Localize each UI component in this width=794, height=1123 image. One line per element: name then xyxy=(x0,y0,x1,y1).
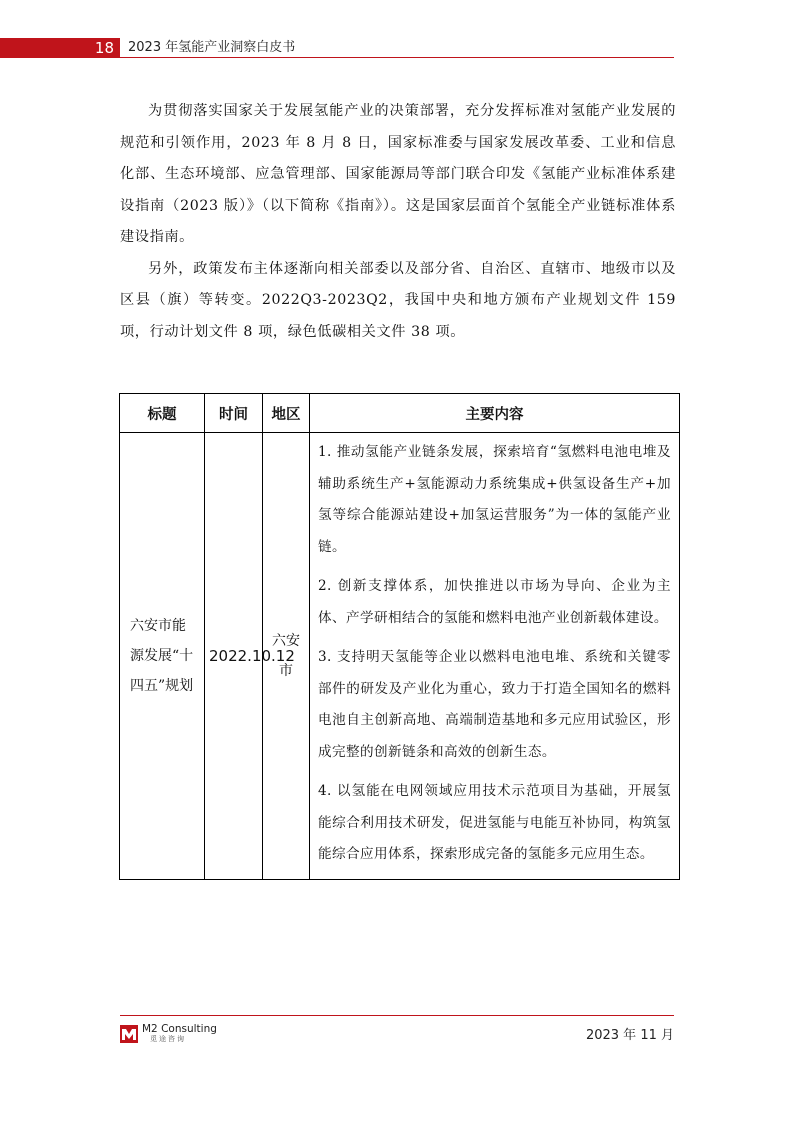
header-page-band xyxy=(0,38,120,58)
footer-divider xyxy=(120,1015,674,1016)
logo-subtitle: 觅途咨询 xyxy=(150,1035,186,1043)
policy-content-cell xyxy=(310,433,680,880)
m2-logo-icon xyxy=(120,1025,138,1043)
footer-logo xyxy=(120,1023,217,1044)
content-item: 3. 支持明天氢能等企业以燃料电池电堆、系统和关键零部件的研发及产业化为重心，致力于打造全国知名的燃料电池自主创新高地、高端制造基地和多元应用试验区，形成完整的创新链条和高效的创新生态。 xyxy=(318,649,671,760)
header-title: 标题 xyxy=(120,394,205,433)
header-content: 主要内容 xyxy=(310,394,680,433)
header-time: 时间 xyxy=(205,394,263,433)
content-item: 2. 创新支撑体系，加快推进以市场为导向、企业为主体、产学研相结合的氢能和燃料电池产业创新载体建设。 xyxy=(318,578,671,626)
intro-section xyxy=(120,96,676,348)
intro-paragraph: 为贯彻落实国家关于发展氢能产业的决策部署，充分发挥标准对氢能产业发展的规范和引领作用，2023 年 8 月 8 日，国家标准委与国家发展改革委、工业和信息化部、生态环境部、应急管理部、国家能源局等部门联合印发《氢能产业标准体系建设指南（2023 版）》（以下简称《指南》）。这是国家层面首个氢能全产业链标准体系建设指南。 xyxy=(120,103,676,245)
logo-name: M2 Consulting xyxy=(142,1023,217,1035)
footer-date: 2023 年 11 月 xyxy=(585,1028,674,1043)
document-title: 2023 年氢能产业洞察白皮书 xyxy=(128,40,296,55)
policy-table xyxy=(119,393,680,880)
page-number: 18 xyxy=(94,39,114,57)
policy-title-cell: 六安市能源发展“十四五”规划 xyxy=(120,433,205,880)
header-region: 地区 xyxy=(263,394,310,433)
content-item: 4. 以氢能在电网领域应用技术示范项目为基础，开展氢能综合利用技术研发，促进氢能与电能互补协同，构筑氢能综合应用体系，探索形成完备的氢能多元应用生态。 xyxy=(318,783,671,862)
policy-region-cell: 六安市 xyxy=(263,433,310,880)
table-header-row xyxy=(120,394,680,433)
content-item: 1. 推动氢能产业链条发展，探索培育“氢燃料电池电堆及辅助系统生产+氢能源动力系统集成+供氢设备生产+加氢等综合能源站建设+加氢运营服务”为一体的氢能产业链。 xyxy=(318,444,671,555)
table-row xyxy=(120,433,680,880)
intro-paragraph: 另外，政策发布主体逐渐向相关部委以及部分省、自治区、直辖市、地级市以及区县（旗）等转变。2022Q3-2023Q2，我国中央和地方颁布产业规划文件 159 项，行动计划文件 8 项，绿色低碳相关文件 38 项。 xyxy=(120,260,676,340)
policy-date-cell: 2022.10.12 xyxy=(205,433,263,880)
header-divider xyxy=(120,57,674,58)
